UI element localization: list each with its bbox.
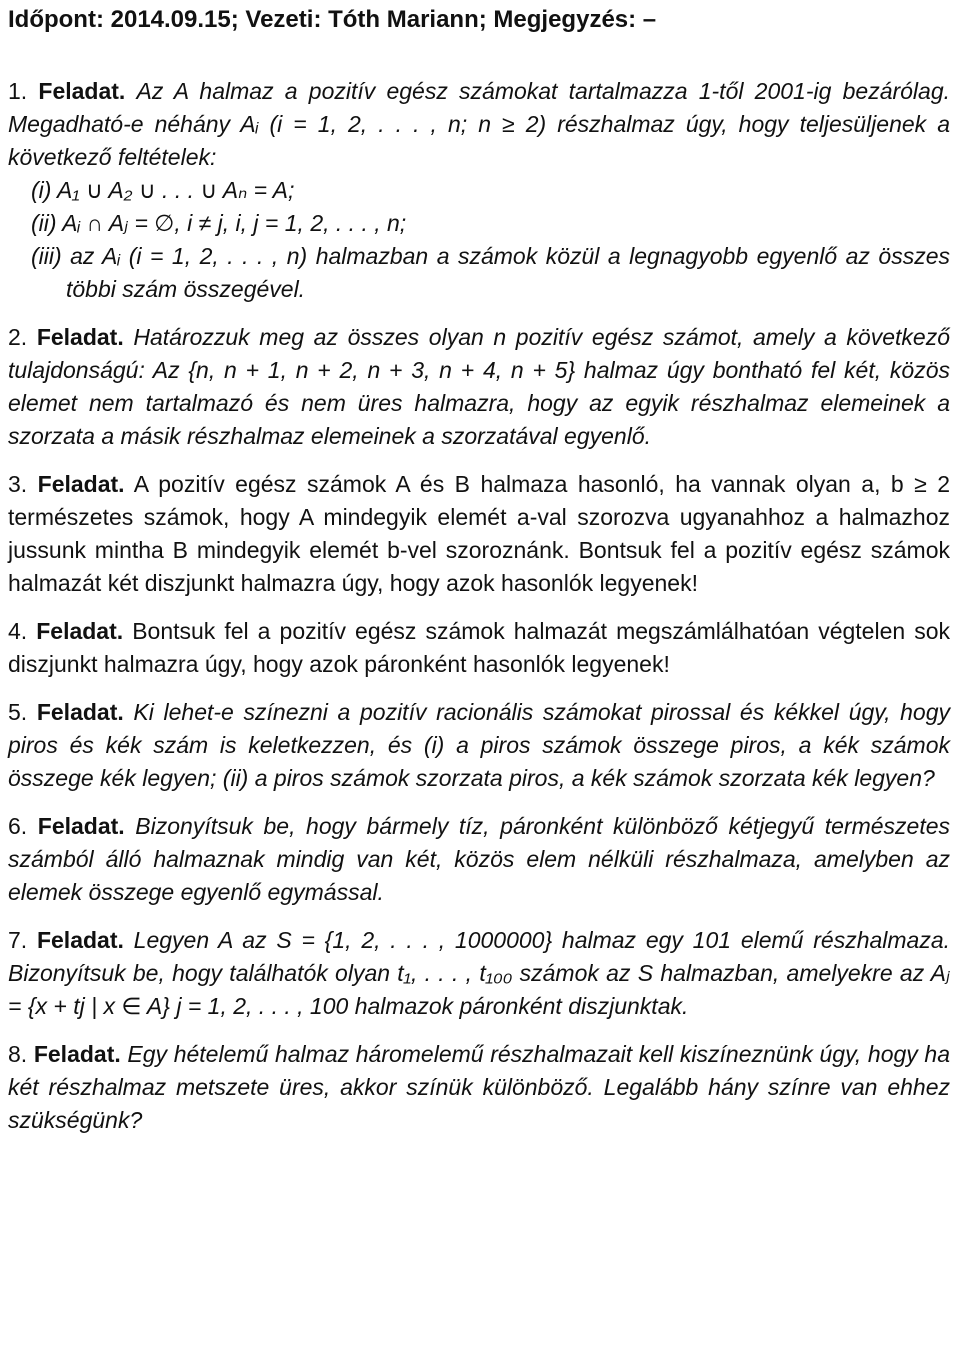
task-number: 7. [8,927,28,953]
task-keyword: Feladat. [36,927,124,953]
task-number: 3. [8,471,28,497]
task-text: Legyen A az S = {1, 2, . . . , 1000000} halmaz egy 101 elemű részhalmaza. Bizonyítsuk be, hogy találhatók olyan t₁, . . . , t₁₀₀ számok az S halmazban, amelyekre az Aⱼ = {x + tj | x ∈ A} j = 1, 2, . . . , 100 halmazok páronként diszjunktak. [8,927,951,1019]
task-3 [8,468,950,600]
condition-item: (ii) Aᵢ ∩ Aⱼ = ∅, i ≠ j, i, j = 1, 2, . . . , n; [31,210,407,236]
task-keyword: Feladat. [36,618,124,644]
task-number: 4. [8,618,28,644]
task-text: Ki lehet-e színezni a pozitív racionális számokat pirossal és kékkel úgy, hogy piros és kék szám is keletkezzen, és (i) a piros számok összege piros, a kék számok összege kék legyen; (ii) a piros számok szorzata piros, a kék számok szorzata kék legyen? [8,699,950,791]
task-keyword: Feladat. [37,813,125,839]
task-4 [8,615,950,681]
task-1 [8,75,950,306]
task-text: Egy hételemű halmaz háromelemű részhalmazait kell kiszíneznünk úgy, hogy ha két részhalmaz metszete üres, akkor színük különböző. Legalább hány színre van ehhez szükségünk? [8,1041,951,1133]
task-text: Bizonyítsuk be, hogy bármely tíz, páronként különböző kétjegyű természetes számból álló halmaznak mindig van két, közös elem nélküli részhalmaza, amelyben az elemek összege egyenlő egymással. [8,813,951,905]
task-number: 1. [8,78,28,104]
task-keyword: Feladat. [37,471,125,497]
task-number: 6. [8,813,28,839]
task-number: 2. [8,324,28,350]
worksheet-page [0,4,960,1346]
task-keyword: Feladat. [38,78,126,104]
task-6 [8,810,950,909]
condition-item: (iii) az Aᵢ (i = 1, 2, . . . , n) halmazban a számok közül a legnagyobb egyenlő az összes többi szám összegével. [31,243,950,302]
task-number: 5. [8,699,28,725]
task-text: A pozitív egész számok A és B halmaza hasonló, ha vannak olyan a, b ≥ 2 természetes számok, hogy A mindegyik elemét a-val szorozva ugyanahhoz a halmazhoz jussunk mintha B mindegyik elemét b-vel szoroznánk. Bontsuk fel a pozitív egész számok halmazát két diszjunkt halmazra úgy, hogy azok hasonlók legyenek! [8,471,951,596]
task-7 [8,924,950,1023]
session-header: Időpont: 2014.09.15; Vezeti: Tóth Mariann; Megjegyzés: – [8,6,657,33]
task-keyword: Feladat. [36,324,124,350]
task-text: Bontsuk fel a pozitív egész számok halmazát megszámlálhatóan végtelen sok diszjunkt halmazra úgy, hogy azok páronként hasonlók legyenek! [8,618,950,677]
task-text: Határozzuk meg az összes olyan n pozitív egész számot, amely a következő tulajdonságú: Az {n, n + 1, n + 2, n + 3, n + 4, n + 5} halmaz úgy bontható fel két, közös elemet nem tartalmazó és nem üres halmazra, hogy az egyik részhalmaz elemeinek a szorzata a másik részhalmaz elemeinek a szorzatával egyenlő. [8,324,950,449]
task-8 [8,1038,950,1137]
task-keyword: Feladat. [33,1041,121,1067]
condition-list [8,174,950,306]
task-2 [8,321,950,453]
task-keyword: Feladat. [36,699,124,725]
task-5 [8,696,950,795]
task-number: 8. [8,1041,28,1067]
task-text: Az A halmaz a pozitív egész számokat tartalmazza 1-től 2001-ig bezárólag. Megadható-e néhány Aᵢ (i = 1, 2, . . . , n; n ≥ 2) részhalmaz úgy, hogy teljesüljenek a következő feltételek: [8,78,951,170]
condition-item: (i) A₁ ∪ A₂ ∪ . . . ∪ Aₙ = A; [31,177,295,203]
